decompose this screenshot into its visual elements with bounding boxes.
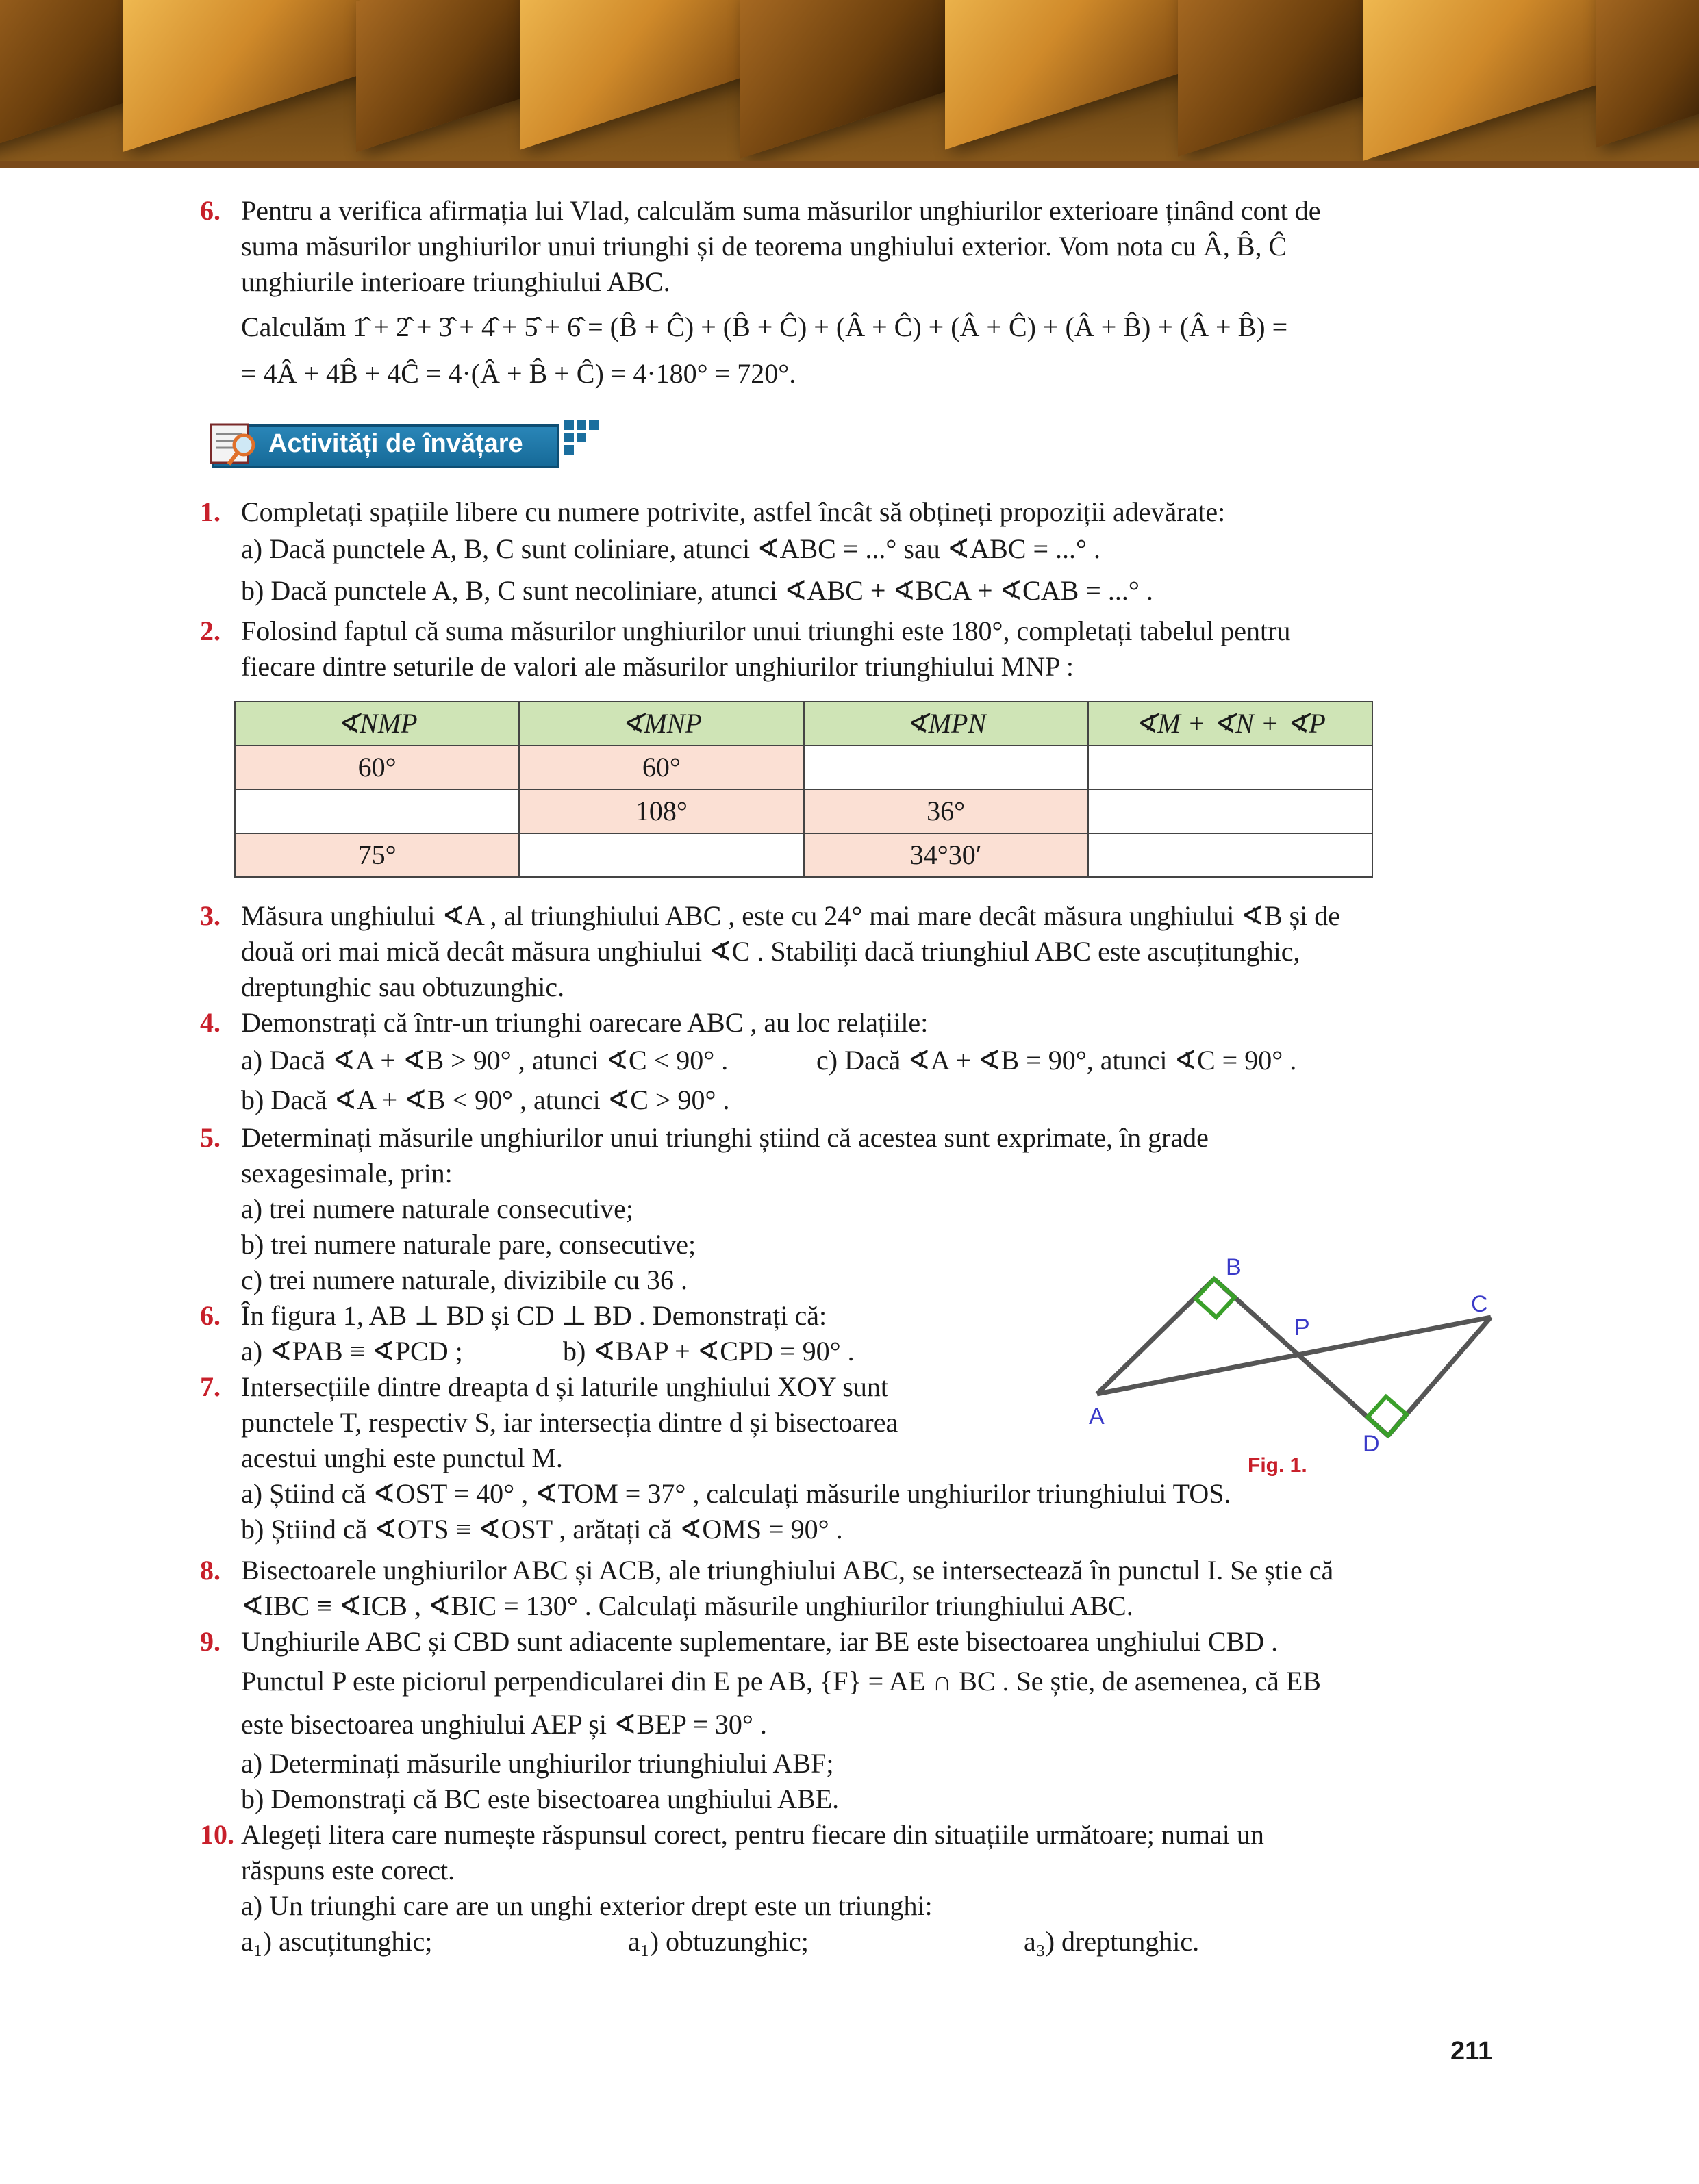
table-header-row bbox=[235, 702, 1372, 746]
exercise-line-1: Bisectoarele unghiurilor ABC și ACB, ale triunghiului ABC, se intersectează în punctul I. Se știe că bbox=[241, 1555, 1334, 1586]
exercise-text: În figura 1, AB ⊥ BD și CD ⊥ BD . Demonstrați că: bbox=[241, 1300, 827, 1331]
table-cell bbox=[1088, 746, 1372, 789]
exercise-part-c: c) Dacă ∢A + ∢B = 90°, atunci ∢C = 90° . bbox=[816, 1045, 1297, 1076]
exercise-line-1: Alegeți litera care numește răspunsul corect, pentru fiecare din situațiile următoare; numai un bbox=[241, 1819, 1264, 1850]
table-cell bbox=[1088, 789, 1372, 833]
table-cell bbox=[235, 789, 519, 833]
point-label-d: D bbox=[1363, 1431, 1380, 1457]
exercise-part-a: a) Dacă punctele A, B, C sunt coliniare, atunci ∢ABC = ...° sau ∢ABC = ...° . bbox=[241, 533, 1101, 564]
exercise-line-2: ∢IBC ≡ ∢ICB , ∢BIC = 130° . Calculați măsurile unghiurilor triunghiului ABC. bbox=[241, 1590, 1133, 1621]
exercise-part-b: b) ∢BAP + ∢CPD = 90° . bbox=[563, 1336, 855, 1367]
exercise-number: 10. bbox=[200, 1819, 234, 1850]
exercise-number: 2. bbox=[200, 615, 221, 646]
page-number: 211 bbox=[1450, 2037, 1493, 2066]
exercise-text: Completați spațiile libere cu numere potrivite, astfel încât să obțineți propoziții adevărate: bbox=[241, 496, 1226, 527]
exercise-part-a: a) Știind că ∢OST = 40° , ∢TOM = 37° , calculați măsurile unghiurilor triunghiului TOS. bbox=[241, 1478, 1231, 1509]
exercise-part-b: b) Știind că ∢OTS ≡ ∢OST , arătați că ∢OMS = 90° . bbox=[241, 1514, 843, 1545]
exercise-line-1: Intersecțiile dintre dreapta d și laturile unghiului XOY sunt bbox=[241, 1371, 888, 1402]
exercise-1 bbox=[200, 494, 1498, 613]
point-label-c: C bbox=[1471, 1291, 1488, 1317]
exercise-number: 6. bbox=[200, 1300, 221, 1331]
exercise-part-b: b) Dacă punctele A, B, C sunt necoliniare, atunci ∢ABC + ∢BCA + ∢CAB = ...° . bbox=[241, 575, 1153, 606]
exercise-text: Demonstrați că într-un triunghi oarecare ABC , au loc relațiile: bbox=[241, 1007, 929, 1038]
table-cell: 34°30′ bbox=[804, 833, 1088, 877]
exercise-parts-row bbox=[241, 1041, 1498, 1080]
intro-paragraph bbox=[200, 193, 1498, 394]
exercise-line-2: două ori mai mică decât măsura unghiului ∢C . Stabiliți dacă triunghiul ABC este ascuțitunghic, bbox=[241, 936, 1300, 967]
table-cell: 75° bbox=[235, 833, 519, 877]
exercise-part-a: a) ∢PAB ≡ ∢PCD ; bbox=[241, 1336, 463, 1367]
figure-1-diagram bbox=[1089, 1246, 1513, 1479]
header-banner-image bbox=[0, 0, 1699, 168]
table-header-cell: ∢NMP bbox=[235, 702, 519, 746]
intro-line-4: Calculăm 1̂ + 2̂ + 3̂ + 4̂ + 5̂ + 6̂ = (B̂ + Ĉ) + (B̂ + Ĉ) + (Â + Ĉ) + (Â + Ĉ) + (Â + B̂) + (Â + B̂) = bbox=[241, 312, 1288, 342]
exercise-line-1: Unghiurile ABC și CBD sunt adiacente suplementare, iar BE este bisectoarea unghiului CBD . bbox=[241, 1626, 1279, 1657]
exercise-2 bbox=[200, 613, 1498, 685]
table-cell bbox=[804, 746, 1088, 789]
intro-line-2: suma măsurilor unghiurilor unui triunghi și de teorema unghiului exterior. Vom nota cu Â, B̂, Ĉ bbox=[241, 231, 1287, 262]
exercise-line-1: Determinați măsurile unghiurilor unui triunghi știind că acestea sunt exprimate, în grade bbox=[241, 1122, 1209, 1153]
activities-header bbox=[200, 418, 1498, 479]
exercise-part-a: a) Determinați măsurile unghiurilor triunghiului ABF; bbox=[241, 1748, 834, 1779]
exercise-part-a: a) Dacă ∢A + ∢B > 90° , atunci ∢C < 90° . bbox=[241, 1045, 729, 1076]
intro-line-3: unghiurile interioare triunghiului ABC. bbox=[241, 266, 670, 297]
exercise-line-3: dreptunghic sau obtuzunghic. bbox=[241, 972, 565, 1002]
exercise-line-1: Măsura unghiului ∢A , al triunghiului ABC , este cu 24° mai mare decât măsura unghiului ∢B și de bbox=[241, 900, 1340, 931]
table-header-cell: ∢M + ∢N + ∢P bbox=[1088, 702, 1372, 746]
exercise-part-b: b) Demonstrați că BC este bisectoarea unghiului ABE. bbox=[241, 1783, 840, 1814]
exercise-4 bbox=[200, 1005, 1498, 1120]
table-cell bbox=[1088, 833, 1372, 877]
intro-line-1: Pentru a verifica afirmația lui Vlad, calculăm suma măsurilor unghiurilor exterioare ținând cont de bbox=[241, 195, 1321, 226]
table-cell: 108° bbox=[519, 789, 803, 833]
answer-option-3: a₃) dreptunghic. bbox=[1024, 1926, 1200, 1957]
exercise-parts-row bbox=[241, 1334, 1131, 1369]
point-label-p: P bbox=[1294, 1315, 1310, 1341]
exercise-part-c: c) trei numere naturale, divizibile cu 36 . bbox=[241, 1265, 688, 1295]
exercise-number: 4. bbox=[200, 1007, 221, 1038]
exercise-6 bbox=[200, 1298, 1131, 1369]
figure-caption: Fig. 1. bbox=[1248, 1454, 1307, 1477]
answer-options-row bbox=[241, 1924, 1498, 1959]
point-label-b: B bbox=[1226, 1254, 1242, 1280]
exercise-line-2: Punctul P este piciorul perpendicularei din E pe AB, {F} = AE ∩ BC . Se știe, de asemenea, că EB bbox=[241, 1666, 1321, 1697]
table-row bbox=[235, 833, 1372, 877]
answer-option-2: a₁) obtuzunghic; bbox=[628, 1926, 809, 1957]
intro-number: 6. bbox=[200, 195, 221, 226]
exercise-number: 1. bbox=[200, 496, 221, 527]
exercise-3 bbox=[200, 898, 1498, 1005]
table-header-cell: ∢MPN bbox=[804, 702, 1088, 746]
right-angle-mark-b bbox=[1196, 1279, 1235, 1317]
exercise-number: 9. bbox=[200, 1626, 221, 1657]
table-row bbox=[235, 746, 1372, 789]
exercise-number: 5. bbox=[200, 1122, 221, 1153]
table-cell bbox=[519, 833, 803, 877]
exercise-line-2: răspuns este corect. bbox=[241, 1855, 455, 1885]
table-cell: 60° bbox=[519, 746, 803, 789]
exercise-part-b: b) trei numere naturale pare, consecutive; bbox=[241, 1229, 696, 1260]
angles-table bbox=[234, 701, 1373, 878]
exercise-10 bbox=[200, 1817, 1498, 1959]
exercise-part-a: a) Un triunghi care are un unghi exterior drept este un triunghi: bbox=[241, 1890, 933, 1921]
banner-border bbox=[0, 161, 1699, 168]
exercise-line-2: sexagesimale, prin: bbox=[241, 1158, 453, 1189]
segment-bd bbox=[1214, 1279, 1388, 1436]
exercise-line-2: fiecare dintre seturile de valori ale măsurilor unghiurilor triunghiului MNP : bbox=[241, 651, 1074, 682]
decorative-squares-icon bbox=[564, 420, 605, 461]
answer-option-1: a₁) ascuțitunghic; bbox=[241, 1926, 433, 1957]
exercise-number: 3. bbox=[200, 900, 221, 931]
point-label-a: A bbox=[1089, 1404, 1105, 1430]
exercise-line-3: este bisectoarea unghiului AEP și ∢BEP = 30° . bbox=[241, 1709, 767, 1740]
intro-line-5: = 4Â + 4B̂ + 4Ĉ = 4·(Â + B̂ + Ĉ) = 4·180° = 720°. bbox=[241, 358, 796, 389]
page-content bbox=[200, 193, 1498, 1959]
exercise-line-3: acestui unghi este punctul M. bbox=[241, 1443, 563, 1473]
activities-title: Activități de învățare bbox=[268, 429, 523, 458]
table-header-cell: ∢MNP bbox=[519, 702, 803, 746]
exercise-line-2: punctele T, respectiv S, iar intersecția dintre d și bisectoarea bbox=[241, 1407, 898, 1438]
table-row bbox=[235, 789, 1372, 833]
exercise-part-b: b) Dacă ∢A + ∢B < 90° , atunci ∢C > 90° . bbox=[241, 1084, 730, 1115]
exercise-number: 7. bbox=[200, 1371, 221, 1402]
table-cell: 60° bbox=[235, 746, 519, 789]
book-magnifier-icon bbox=[208, 420, 263, 468]
exercise-8 bbox=[200, 1553, 1498, 1624]
exercise-line-1: Folosind faptul că suma măsurilor unghiurilor unui triunghi este 180°, completați tabelul pentru bbox=[241, 615, 1291, 646]
table-cell: 36° bbox=[804, 789, 1088, 833]
exercise-part-a: a) trei numere naturale consecutive; bbox=[241, 1193, 634, 1224]
right-angle-mark-d bbox=[1368, 1397, 1407, 1436]
exercise-9 bbox=[200, 1624, 1498, 1817]
exercise-number: 8. bbox=[200, 1555, 221, 1586]
